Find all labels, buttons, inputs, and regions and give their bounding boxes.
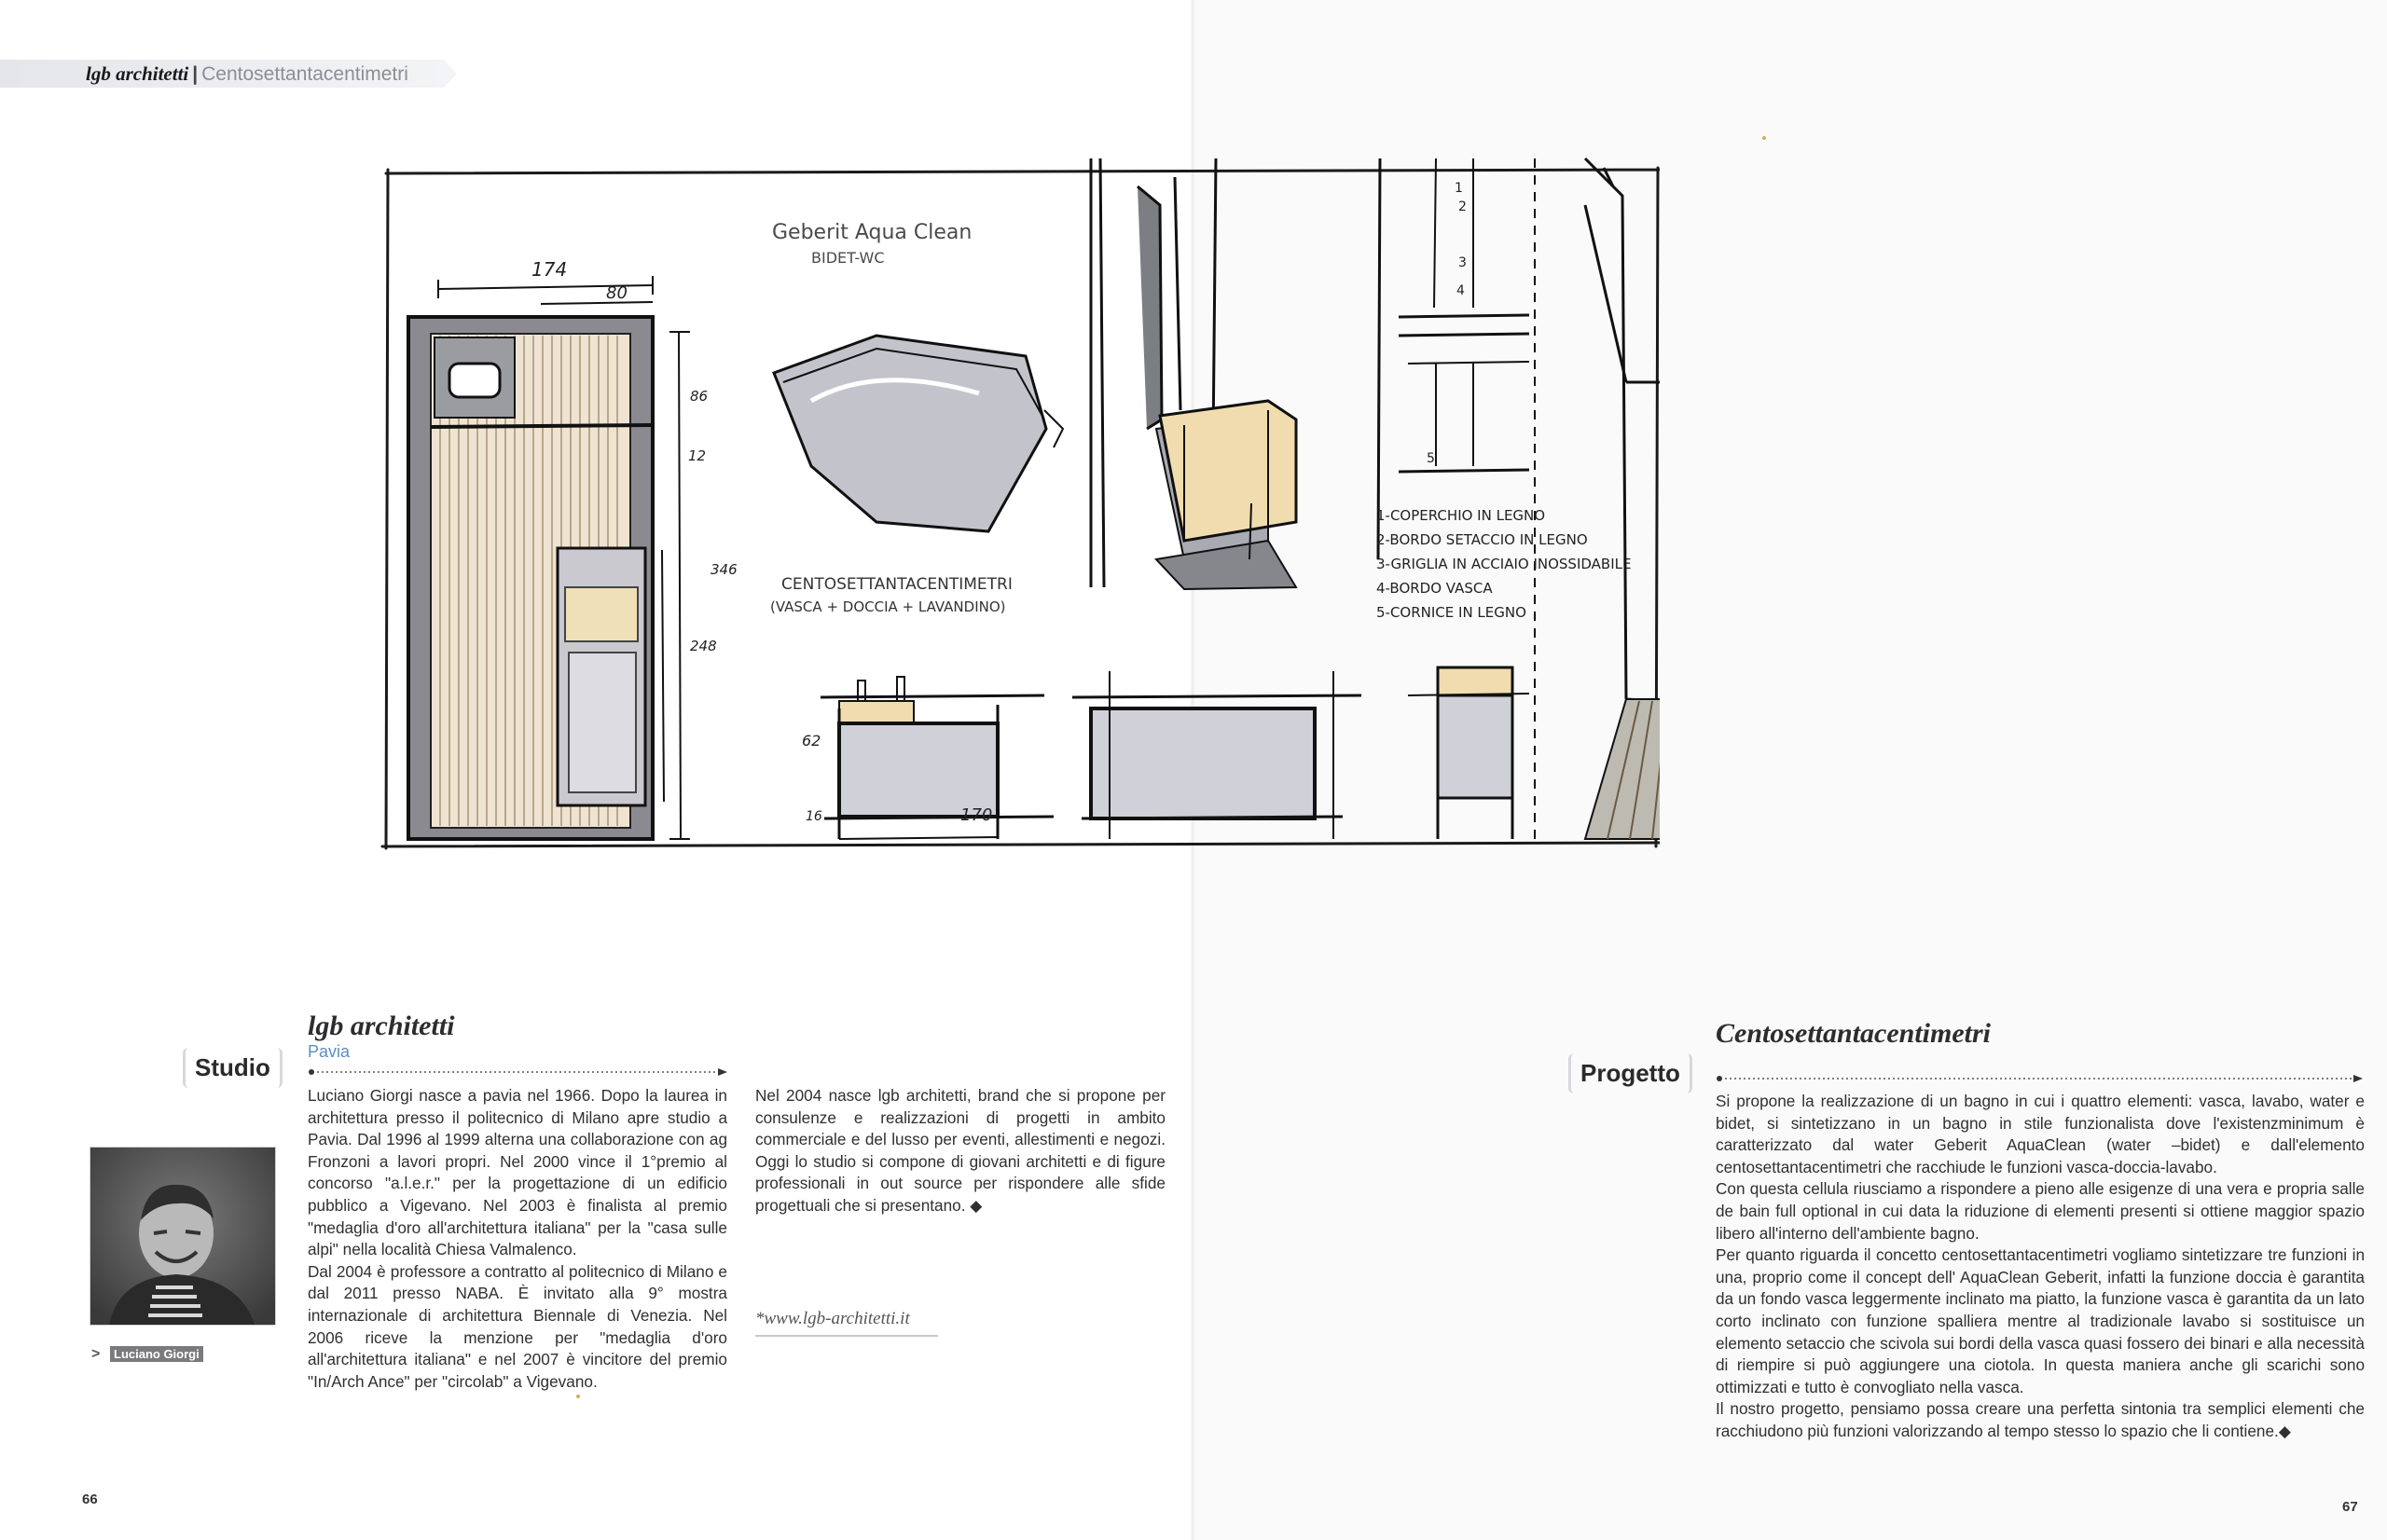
project-p2: Con questa cellula riusciamo a rispondere a pieno alle esigenze di una vera e propria salle de bain full optional in cui data la riduzione di elementi presenti si ottiene maggior spazio libero all'interno dell'ambiente bagno. — [1716, 1179, 2365, 1243]
studio-bio-p3: Nel 2004 nasce lgb architetti, brand che si propone per consulenze e realizzazioni di progetti in ambito commerciale e del lusso per eventi, allestimenti e negozi. Oggi lo studio si compone di giovani architetti e di figure professionali in out source per rispondere alle sfide progettuali che si presentano. ◆ — [755, 1086, 1166, 1215]
dim-tub-base: 16 — [806, 809, 822, 824]
legend-item-4: 4-BORDO VASCA — [1376, 580, 1493, 597]
project-p3: Per quanto riguarda il concetto centosettantacentimetri vogliamo sintetizzare tre funzioni in una, proprio come il concept dell' AquaClean Geberit, infatti la funzione doccia è garantita da un fondo vasca leggermente inclinato ma piatto, la funzione vasca è garantita da un lato corto inclinato con funzione spalliera mentre al tradizionale lavabo si sostituisce un elemento setaccio che scivola sui bordi della vasca quasi fossero dei binari e alla necessità di riempire si può aggiungere una ciotola. In questa maniera anche gli scarichi sono ottimizzati e tutto è convogliato nella vasca. — [1716, 1245, 2365, 1396]
studio-bio-p1: Luciano Giorgi nasce a pavia nel 1966. Dopo la laurea in architettura presso il politecnico di Milano apre studio a Pavia. Dal 1996 al 1999 alterna una collaborazione con ag Fronzoni a lavori propri. Nel 2000 vince il 1°premio al concorso "a.l.e.r." per la progettazione di un edificio pubblico a Vigevano. Nel 2003 è finalista al premio "medaglia d'oro all'architettura italiana" per la "casa sulle alpi" nella località Chiesa Valmalenco. — [308, 1086, 727, 1259]
materials-legend — [1376, 507, 1631, 621]
dim-height-3: 248 — [690, 638, 717, 654]
detail-mark-4: 4 — [1456, 283, 1465, 298]
dim-height-2: 12 — [688, 447, 707, 464]
print-speck — [576, 1395, 580, 1398]
website-underline — [755, 1335, 938, 1337]
running-header — [86, 62, 408, 87]
tub-elevation-side — [1072, 671, 1361, 839]
project-p4: Il nostro progetto, pensiamo possa creare una perfetta sintonia tra semplici elementi che racchiudono più funzioni valorizzando al tempo stesso lo spazio che li contiene.◆ — [1716, 1399, 2365, 1440]
legend-item-3: 3-GRIGLIA IN ACCIAIO INOSSIDABILE — [1376, 556, 1632, 572]
studio-bio-p2: Dal 2004 è professore a contratto al politecnico di Milano e dal 2011 presso NABA. È invitato alla 9° mostra internazionale di architettura Biennale di Venezia. Nel 2006 riceve la menzione per "medaglia d'oro all'architettura italiana" e nel 2007 è vincitore del premio "In/Arch Ance" per "circolab" a Vigevano. — [308, 1261, 727, 1391]
detail-markers — [1427, 181, 1467, 466]
page-number-left: 66 — [82, 1492, 98, 1507]
tub-elevation-front — [821, 677, 1054, 839]
legend-item-2: 2-BORDO SETACCIO IN LEGNO — [1376, 531, 1588, 548]
project-label: Progetto — [1568, 1053, 1692, 1093]
print-speck — [1762, 136, 1766, 140]
header-title: Centosettantacentimetri — [201, 63, 408, 85]
studio-bio-col2 — [755, 1085, 1166, 1217]
toilet-sketch — [774, 336, 1063, 531]
dim-height-total: 346 — [711, 561, 738, 578]
dim-height-1: 86 — [690, 388, 709, 405]
studio-website[interactable]: *www.lgb-architetti.it — [755, 1309, 910, 1328]
bidet-wc-note: BIDET-WC — [811, 249, 885, 267]
project-description — [1716, 1091, 2365, 1443]
studio-label: Studio — [183, 1048, 283, 1088]
studio-bio-col1 — [308, 1085, 727, 1393]
detail-mark-5: 5 — [1427, 451, 1435, 466]
header-brand: lgb architetti — [86, 62, 189, 85]
project-rule — [1716, 1074, 2365, 1083]
project-p1: Si propone la realizzazione di un bagno in cui i quattro elementi: vasca, lavabo, water e bidet, si sintetizzano in un bagno in stile funzionalista dove l'existenzminimum è caratterizzato dal water Geberit AquaClean (water –bidet) e dall'elemento centosettantacentimetri che racchiude le funzioni vasca-doccia-lavabo. — [1716, 1092, 2365, 1176]
dim-tub-height: 62 — [802, 732, 821, 749]
studio-heading: lgb architetti — [308, 1011, 455, 1041]
dim-tub-length: 170 — [960, 805, 993, 825]
dim-width-total: 174 — [531, 258, 568, 281]
studio-city: Pavia — [308, 1042, 351, 1061]
interior-perspective — [1585, 158, 1660, 839]
legend-item-5: 5-CORNICE IN LEGNO — [1376, 604, 1526, 621]
legend-item-1: 1-COPERCHIO IN LEGNO — [1376, 507, 1546, 524]
header-separator: | — [192, 63, 199, 85]
detail-mark-3: 3 — [1458, 255, 1467, 270]
detail-mark-2: 2 — [1458, 199, 1467, 214]
photo-caption: Luciano Giorgi — [110, 1346, 203, 1362]
dim-width-partial: 80 — [606, 283, 628, 303]
page-number-right: 67 — [2342, 1499, 2358, 1515]
concept-sublabel: (VASCA + DOCCIA + LAVANDINO) — [770, 598, 1006, 615]
caption-arrow: > — [91, 1346, 101, 1362]
portrait-photo — [90, 1147, 276, 1326]
detail-mark-1: 1 — [1455, 181, 1463, 196]
geberit-note: Geberit Aqua Clean — [772, 221, 973, 244]
portrait-illustration — [90, 1148, 275, 1325]
concept-label: CENTOSETTANTACENTIMETRI — [781, 575, 1013, 594]
detail-section — [1378, 158, 1535, 843]
architectural-sketch — [373, 149, 1660, 895]
project-heading: Centosettantacentimetri — [1716, 1018, 1992, 1049]
perspective-detail — [1091, 158, 1296, 589]
studio-rule — [308, 1067, 729, 1077]
floor-plan — [408, 258, 738, 839]
